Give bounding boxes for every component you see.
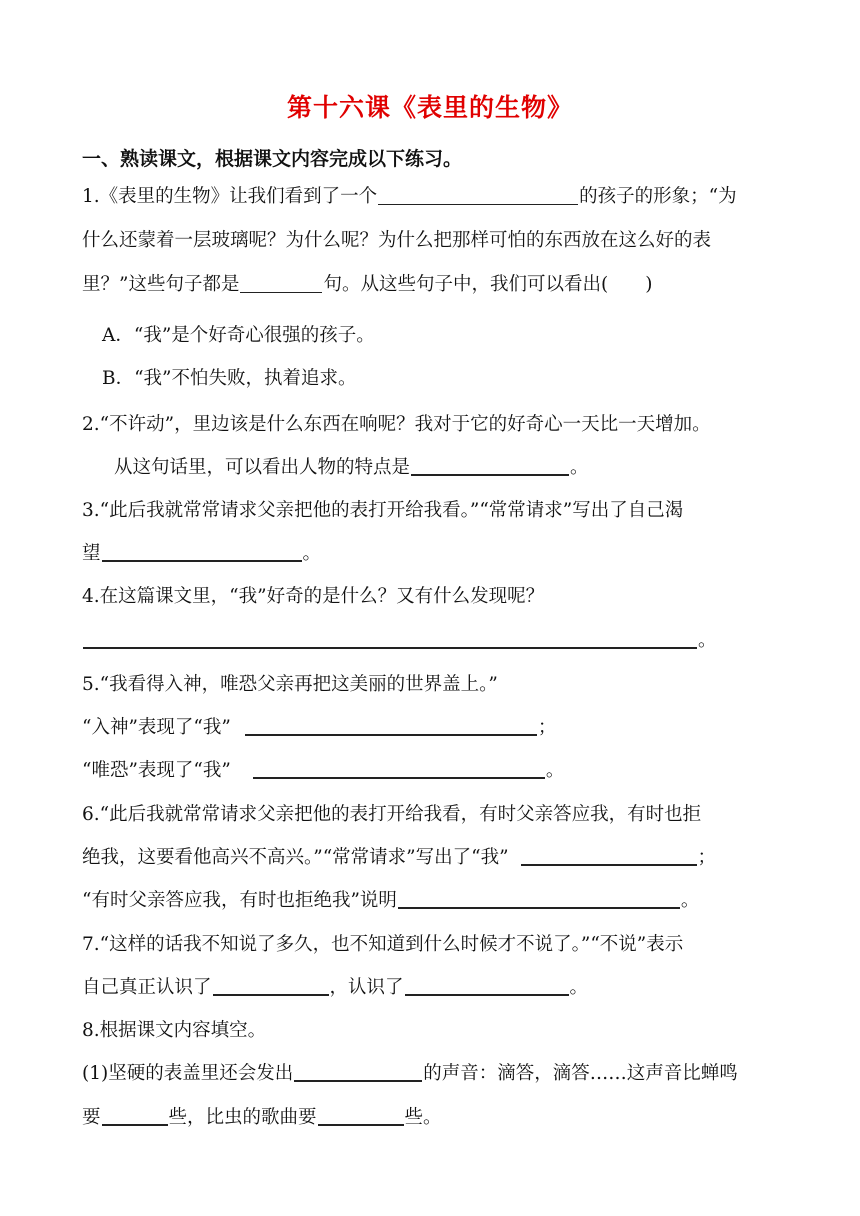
question-8-line-2 bbox=[82, 1059, 738, 1085]
q6-text: ； bbox=[697, 847, 717, 868]
q1-text: 句。从这些句子中，我们可以看出( ) bbox=[323, 274, 653, 295]
question-1-line-2: 什么还蒙着一层玻璃呢？为什么呢？为什么把那样可怕的东西放在这么好的表 bbox=[82, 230, 712, 251]
q8-text: (1)坚硬的表盖里还会发出 bbox=[82, 1063, 294, 1084]
answer-blank[interactable] bbox=[245, 716, 537, 736]
question-4-line-1: 4.在这篇课文里，“我”好奇的是什么？又有什么发现呢？ bbox=[82, 586, 545, 607]
question-6-line-1: 6.“此后我就常常请求父亲把他的表打开给我看，有时父亲答应我，有时也拒 bbox=[82, 804, 702, 825]
answer-blank[interactable] bbox=[213, 976, 329, 996]
q2-text: 。 bbox=[570, 457, 589, 478]
q6-text: 。 bbox=[680, 890, 700, 911]
question-7-line-1: 7.“这样的话我不知说了多久，也不知道到什么时候才不说了。”“不说”表示 bbox=[82, 934, 684, 955]
answer-blank[interactable] bbox=[398, 889, 680, 909]
question-7-line-2 bbox=[82, 973, 588, 999]
answer-blank[interactable] bbox=[253, 759, 545, 779]
answer-blank[interactable] bbox=[411, 456, 569, 476]
page-title: 第十六课《表里的生物》 bbox=[286, 93, 573, 122]
q2-text: 从这句话里，可以看出人物的特点是 bbox=[114, 457, 411, 478]
question-6-line-3 bbox=[82, 886, 699, 912]
question-2-line-2 bbox=[114, 453, 589, 479]
answer-blank[interactable] bbox=[521, 846, 697, 866]
q6-text: “有时父亲答应我，有时也拒绝我”说明 bbox=[82, 890, 397, 911]
q5-text: 。 bbox=[545, 760, 565, 781]
q8-text: 些，比虫的歌曲要 bbox=[168, 1107, 317, 1128]
question-6-line-2 bbox=[82, 843, 716, 869]
q1-text: 1.《表里的生物》让我们看到了一个 bbox=[82, 186, 378, 207]
answer-blank[interactable] bbox=[240, 274, 322, 293]
q7-text: 。 bbox=[569, 977, 589, 998]
answer-blank[interactable] bbox=[294, 1062, 422, 1082]
question-5-line-1: 5.“我看得入神，唯恐父亲再把这美丽的世界盖上。” bbox=[82, 674, 498, 695]
answer-blank[interactable] bbox=[405, 976, 569, 996]
question-5-line-3 bbox=[82, 756, 564, 782]
q4-text: 。 bbox=[698, 630, 717, 651]
section-heading: 一、熟读课文，根据课文内容完成以下练习。 bbox=[82, 148, 463, 170]
q7-text: 自己真正认识了 bbox=[82, 977, 212, 998]
q3-text: 。 bbox=[302, 543, 322, 564]
option-a[interactable]: A．“我”是个好奇心很强的孩子。 bbox=[102, 325, 375, 346]
question-3-line-2 bbox=[82, 539, 321, 565]
answer-blank[interactable] bbox=[318, 1106, 404, 1126]
question-8-line-3 bbox=[82, 1103, 442, 1129]
q8-text: 要 bbox=[82, 1107, 101, 1128]
q7-text: ，认识了 bbox=[329, 977, 404, 998]
q5-text: “唯恐”表现了“我” bbox=[82, 760, 231, 781]
q8-text: 的声音：滴答，滴答……这声音比蝉鸣 bbox=[423, 1063, 738, 1084]
q8-text: 些。 bbox=[404, 1107, 442, 1128]
question-3-line-1: 3.“此后我就常常请求父亲把他的表打开给我看。”“常常请求”写出了自己渴 bbox=[82, 500, 684, 521]
q1-text: 的孩子的形象；“为 bbox=[579, 186, 737, 207]
question-8-line-1: 8.根据课文内容填空。 bbox=[82, 1020, 267, 1041]
answer-blank[interactable] bbox=[102, 542, 302, 562]
question-4-line-2 bbox=[82, 626, 717, 652]
q3-text: 望 bbox=[82, 543, 101, 564]
question-1-line-3 bbox=[82, 270, 652, 296]
answer-blank[interactable] bbox=[83, 629, 697, 649]
question-2-line-1: 2.“不许动”，里边该是什么东西在响呢？我对于它的好奇心一天比一天增加。 bbox=[82, 414, 711, 435]
answer-blank[interactable] bbox=[102, 1106, 168, 1126]
q5-text: “入神”表现了“我” bbox=[82, 717, 231, 738]
answer-blank[interactable] bbox=[378, 186, 578, 205]
q6-text: 绝我，这要看他高兴不高兴。”“常常请求”写出了“我” bbox=[82, 847, 509, 868]
q1-text: 里？”这些句子都是 bbox=[82, 274, 240, 295]
question-1-line-1 bbox=[82, 182, 737, 208]
option-b[interactable]: B．“我”不怕失败，执着追求。 bbox=[102, 368, 357, 389]
q5-text: ； bbox=[537, 717, 557, 738]
question-5-line-2 bbox=[82, 713, 556, 739]
